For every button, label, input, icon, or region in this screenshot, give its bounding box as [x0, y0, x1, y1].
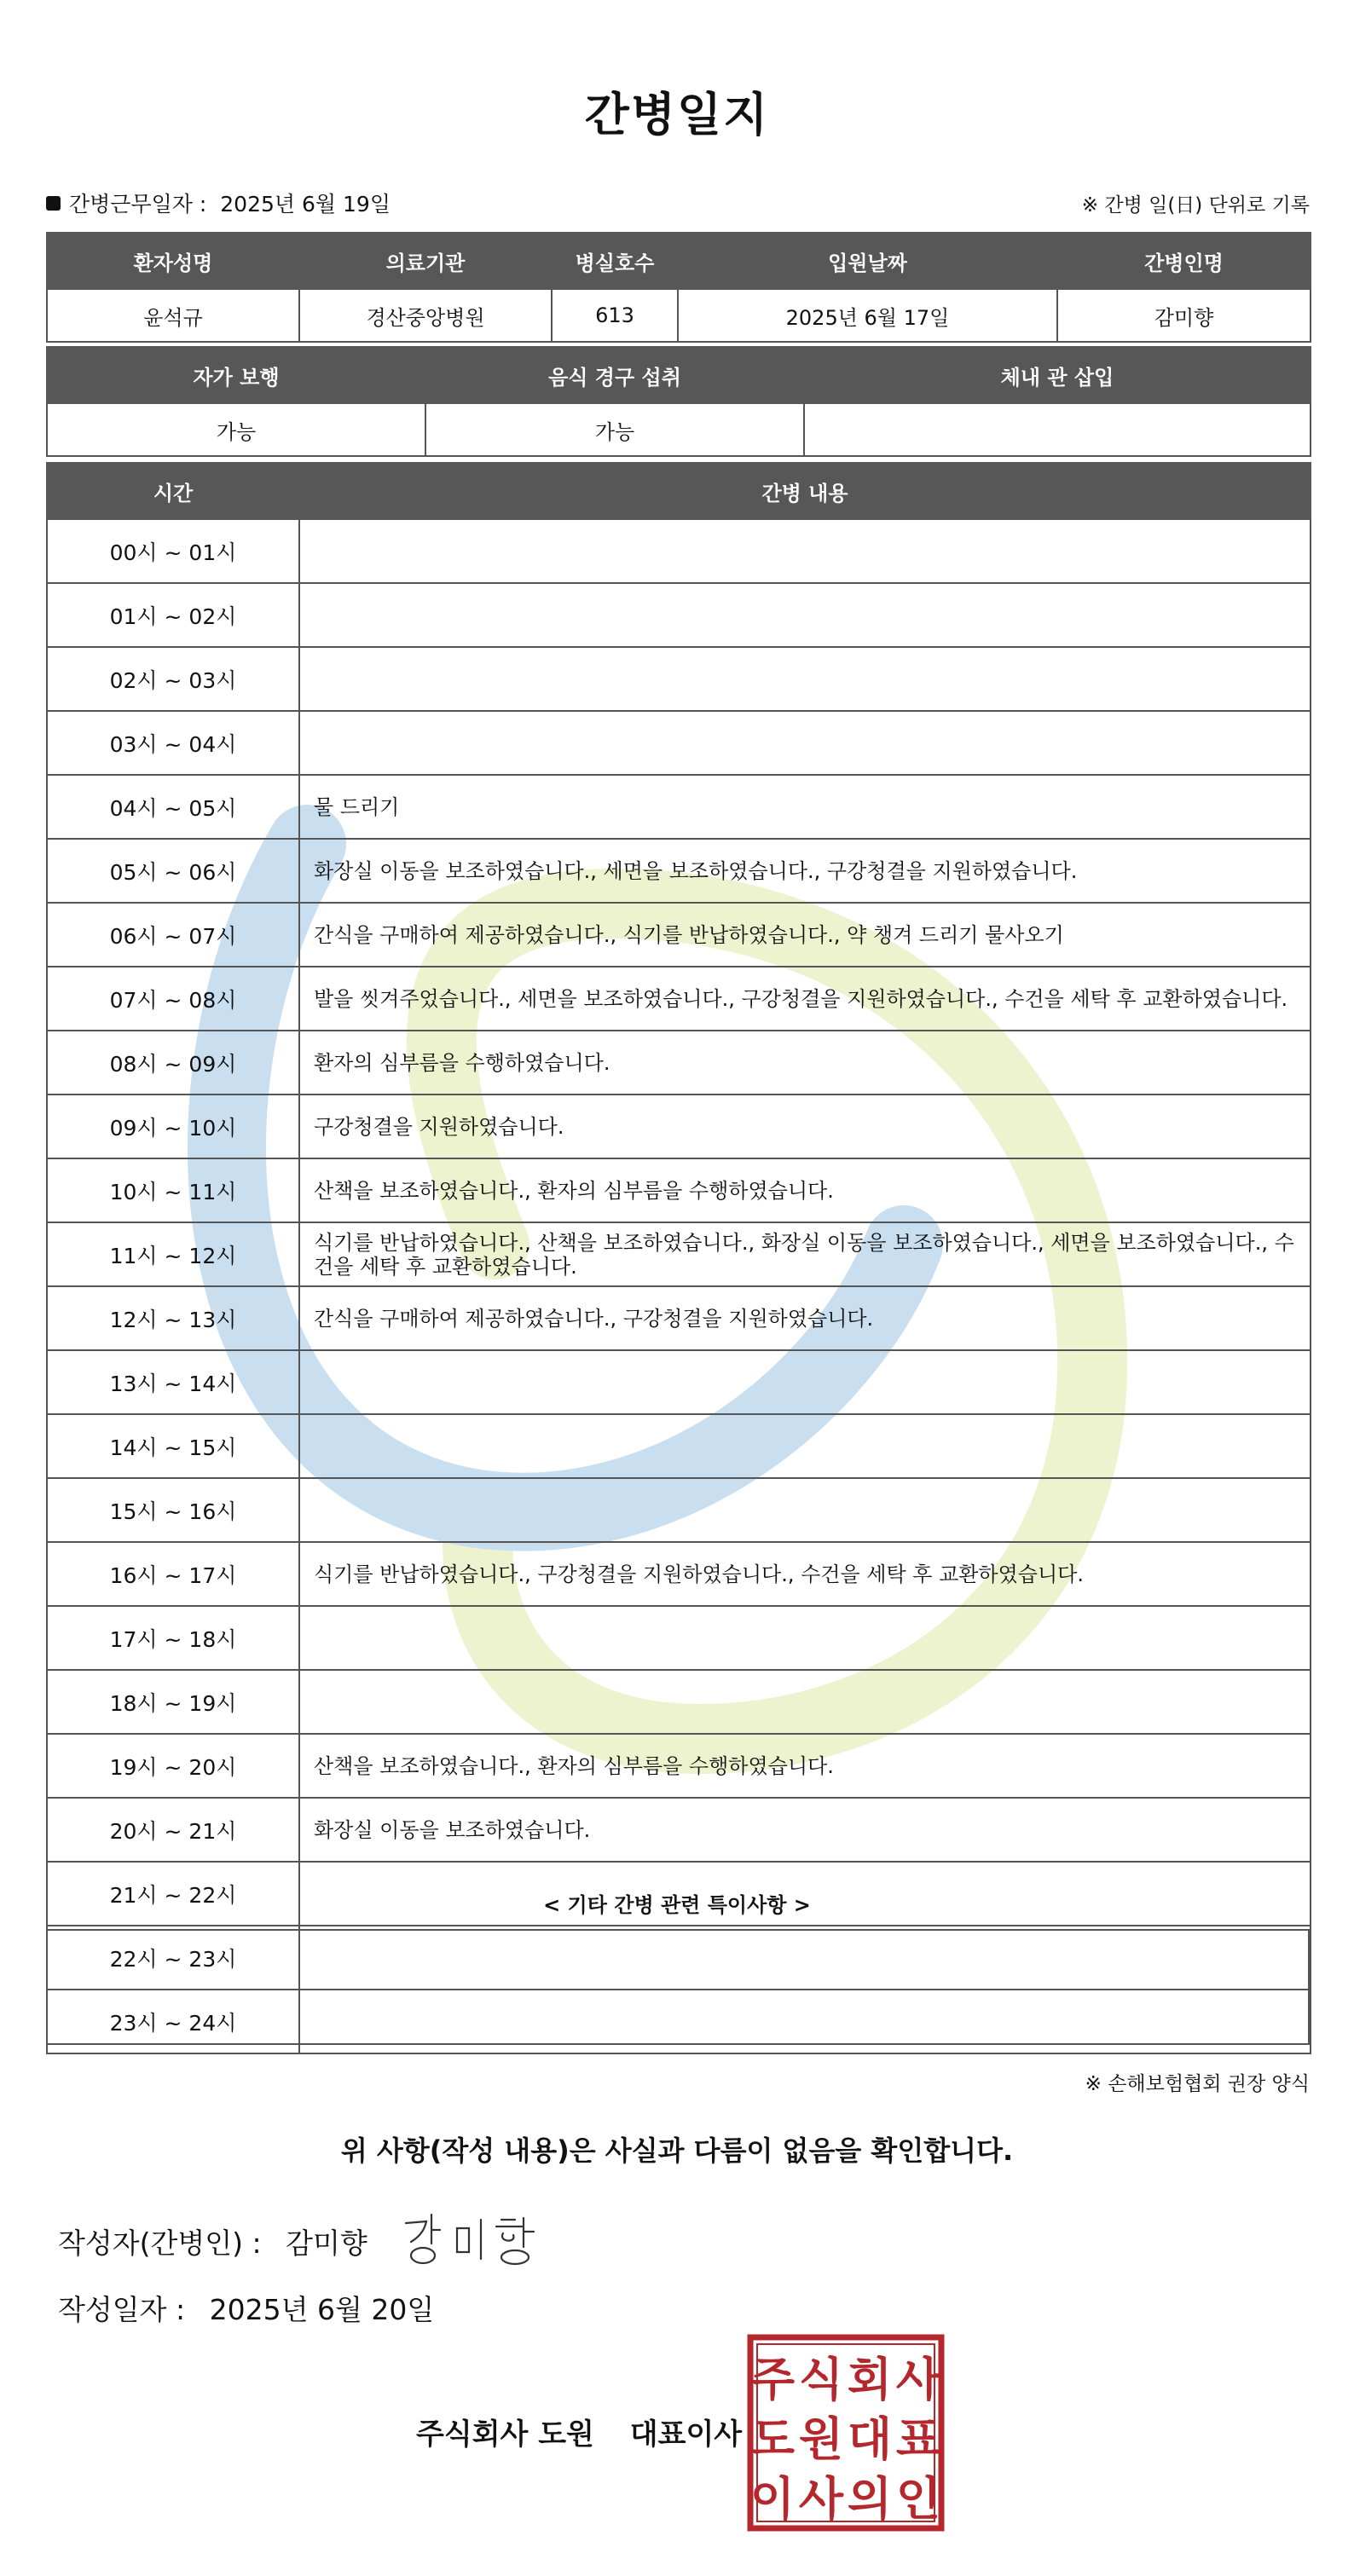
log-time: 17시 ~ 18시 — [47, 1606, 299, 1670]
log-row — [47, 711, 1311, 775]
log-time: 06시 ~ 07시 — [47, 903, 299, 967]
seal-glyph: 의 — [847, 2472, 893, 2526]
log-time: 02시 ~ 03시 — [47, 647, 299, 711]
log-content: 물 드리기 — [299, 775, 1311, 839]
log-row — [47, 775, 1311, 839]
work-date-label: 간병근무일자 : — [69, 192, 207, 217]
work-date-line — [46, 188, 391, 218]
seal-glyph: 사 — [895, 2353, 941, 2406]
log-content — [299, 583, 1311, 647]
log-row — [47, 1478, 1311, 1542]
writer-label: 작성자(간병인) : — [58, 2227, 262, 2260]
log-time: 12시 ~ 13시 — [47, 1286, 299, 1350]
page-title: 간병일지 — [584, 88, 770, 142]
seal-glyph: 도 — [749, 2412, 796, 2466]
log-time: 13시 ~ 14시 — [47, 1350, 299, 1414]
log-time: 21시 ~ 22시 — [47, 1862, 299, 1926]
special-notes-title: < 기타 간병 관련 특이사항 > — [543, 1893, 811, 1917]
header-self-walking: 자가 보행 — [47, 347, 425, 403]
log-row — [47, 839, 1311, 903]
log-time: 00시 ~ 01시 — [47, 519, 299, 583]
tube-insertion-value — [804, 403, 1311, 456]
admission-date: 2025년 6월 17일 — [678, 289, 1057, 342]
log-time: 09시 ~ 10시 — [47, 1095, 299, 1158]
log-content — [299, 1414, 1311, 1478]
header-tube-insertion: 체내 관 삽입 — [804, 347, 1311, 403]
patient-info-table — [46, 232, 1311, 343]
log-row — [47, 1031, 1311, 1095]
log-time: 23시 ~ 24시 — [47, 1990, 299, 2053]
log-content: 산책을 보조하였습니다., 환자의 심부름을 수행하였습니다. — [299, 1158, 1311, 1222]
header-oral-intake: 음식 경구 섭취 — [425, 347, 804, 403]
care-log-table — [46, 462, 1311, 2054]
log-content — [299, 1350, 1311, 1414]
log-row — [47, 1734, 1311, 1798]
seal-glyph: 식 — [798, 2353, 844, 2406]
log-content: 산책을 보조하였습니다., 환자의 심부름을 수행하였습니다. — [299, 1734, 1311, 1798]
log-time: 01시 ~ 02시 — [47, 583, 299, 647]
log-content: 간식을 구매하여 제공하였습니다., 구강청결을 지원하였습니다. — [299, 1286, 1311, 1350]
log-row — [47, 1095, 1311, 1158]
log-row — [47, 967, 1311, 1031]
log-row — [47, 1350, 1311, 1414]
log-time: 04시 ~ 05시 — [47, 775, 299, 839]
log-row — [47, 1158, 1311, 1222]
log-time: 05시 ~ 06시 — [47, 839, 299, 903]
log-content: 구강청결을 지원하였습니다. — [299, 1095, 1311, 1158]
log-time: 22시 ~ 23시 — [47, 1926, 299, 1990]
seal-glyph: 원 — [798, 2412, 844, 2466]
self-walking-value: 가능 — [47, 403, 425, 456]
log-time: 03시 ~ 04시 — [47, 711, 299, 775]
log-row — [47, 519, 1311, 583]
confirmation-text: 위 사항(작성 내용)은 사실과 다름이 없음을 확인합니다. — [340, 2134, 1014, 2167]
work-date: 2025년 6월 19일 — [220, 192, 391, 217]
log-content — [299, 519, 1311, 583]
header-caregiver: 간병인명 — [1057, 233, 1311, 289]
special-notes-box — [46, 1929, 1310, 2045]
seal-glyph: 이 — [749, 2472, 796, 2526]
company-seal-stamp — [747, 2334, 945, 2532]
log-content — [299, 647, 1311, 711]
log-time: 20시 ~ 21시 — [47, 1798, 299, 1862]
log-time: 19시 ~ 20시 — [47, 1734, 299, 1798]
log-row — [47, 1222, 1311, 1286]
log-content: 화장실 이동을 보조하였습니다., 세면을 보조하였습니다., 구강청결을 지원하였습니다. — [299, 839, 1311, 903]
header-admission-date: 입원날짜 — [678, 233, 1057, 289]
room-number: 613 — [552, 289, 678, 342]
unit-note: ※ 간병 일(日) 단위로 기록 — [1081, 194, 1310, 217]
hospital-name: 경산중앙병원 — [299, 289, 552, 342]
seal-glyph: 회 — [847, 2353, 893, 2406]
header-patient-name: 환자성명 — [47, 233, 299, 289]
header-care-content: 간병 내용 — [299, 463, 1311, 519]
log-row — [47, 1414, 1311, 1478]
writer-line — [58, 2221, 367, 2261]
log-time: 16시 ~ 17시 — [47, 1542, 299, 1606]
log-content: 환자의 심부름을 수행하였습니다. — [299, 1031, 1311, 1095]
header-time: 시간 — [47, 463, 299, 519]
seal-glyph: 주 — [749, 2353, 796, 2406]
log-content: 식기를 반납하였습니다., 산책을 보조하였습니다., 화장실 이동을 보조하였습니다., 세면을 보조하였습니다., 수건을 세탁 후 교환하였습니다. — [299, 1222, 1311, 1286]
log-time: 11시 ~ 12시 — [47, 1222, 299, 1286]
oral-intake-value: 가능 — [425, 403, 804, 456]
seal-glyph: 사 — [798, 2472, 844, 2526]
seal-glyph: 표 — [895, 2412, 941, 2466]
log-time: 08시 ~ 09시 — [47, 1031, 299, 1095]
log-time: 18시 ~ 19시 — [47, 1670, 299, 1734]
patient-status-table — [46, 346, 1311, 457]
source-note: ※ 손해보험협회 권장 양식 — [1085, 2073, 1310, 2095]
log-row — [47, 1606, 1311, 1670]
log-time: 07시 ~ 08시 — [47, 967, 299, 1031]
seal-glyph: 인 — [895, 2472, 941, 2526]
log-content — [299, 1478, 1311, 1542]
log-time: 14시 ~ 15시 — [47, 1414, 299, 1478]
log-content — [299, 711, 1311, 775]
log-row — [47, 1670, 1311, 1734]
log-content — [299, 1670, 1311, 1734]
write-date-label: 작성일자 : — [58, 2293, 186, 2326]
log-row — [47, 1798, 1311, 1862]
log-row — [47, 1286, 1311, 1350]
write-date: 2025년 6월 20일 — [209, 2293, 435, 2326]
patient-name: 윤석규 — [47, 289, 299, 342]
log-content: 화장실 이동을 보조하였습니다. — [299, 1798, 1311, 1862]
bullet-square-icon — [46, 196, 61, 211]
seal-glyph: 대 — [847, 2412, 893, 2466]
log-content — [299, 1606, 1311, 1670]
log-row — [47, 903, 1311, 967]
writer-name: 감미향 — [286, 2227, 367, 2260]
company-line — [416, 2411, 742, 2452]
log-row — [47, 647, 1311, 711]
log-row — [47, 583, 1311, 647]
log-time: 15시 ~ 16시 — [47, 1478, 299, 1542]
log-content: 발을 씻겨주었습니다., 세면을 보조하였습니다., 구강청결을 지원하였습니다., 수건을 세탁 후 교환하였습니다. — [299, 967, 1311, 1031]
handwritten-signature — [397, 2199, 551, 2276]
write-date-line — [58, 2288, 434, 2328]
ceo-title: 대표이사 — [629, 2417, 743, 2452]
log-content: 식기를 반납하였습니다., 구강청결을 지원하였습니다., 수건을 세탁 후 교환하였습니다. — [299, 1542, 1311, 1606]
log-content: 간식을 구매하여 제공하였습니다., 식기를 반납하였습니다., 약 챙겨 드리기 물사오기 — [299, 903, 1311, 967]
header-hospital: 의료기관 — [299, 233, 552, 289]
log-row — [47, 1542, 1311, 1606]
header-room: 병실호수 — [552, 233, 678, 289]
caregiver-name: 감미향 — [1057, 289, 1311, 342]
company-name: 주식회사 도원 — [416, 2417, 594, 2452]
log-time: 10시 ~ 11시 — [47, 1158, 299, 1222]
